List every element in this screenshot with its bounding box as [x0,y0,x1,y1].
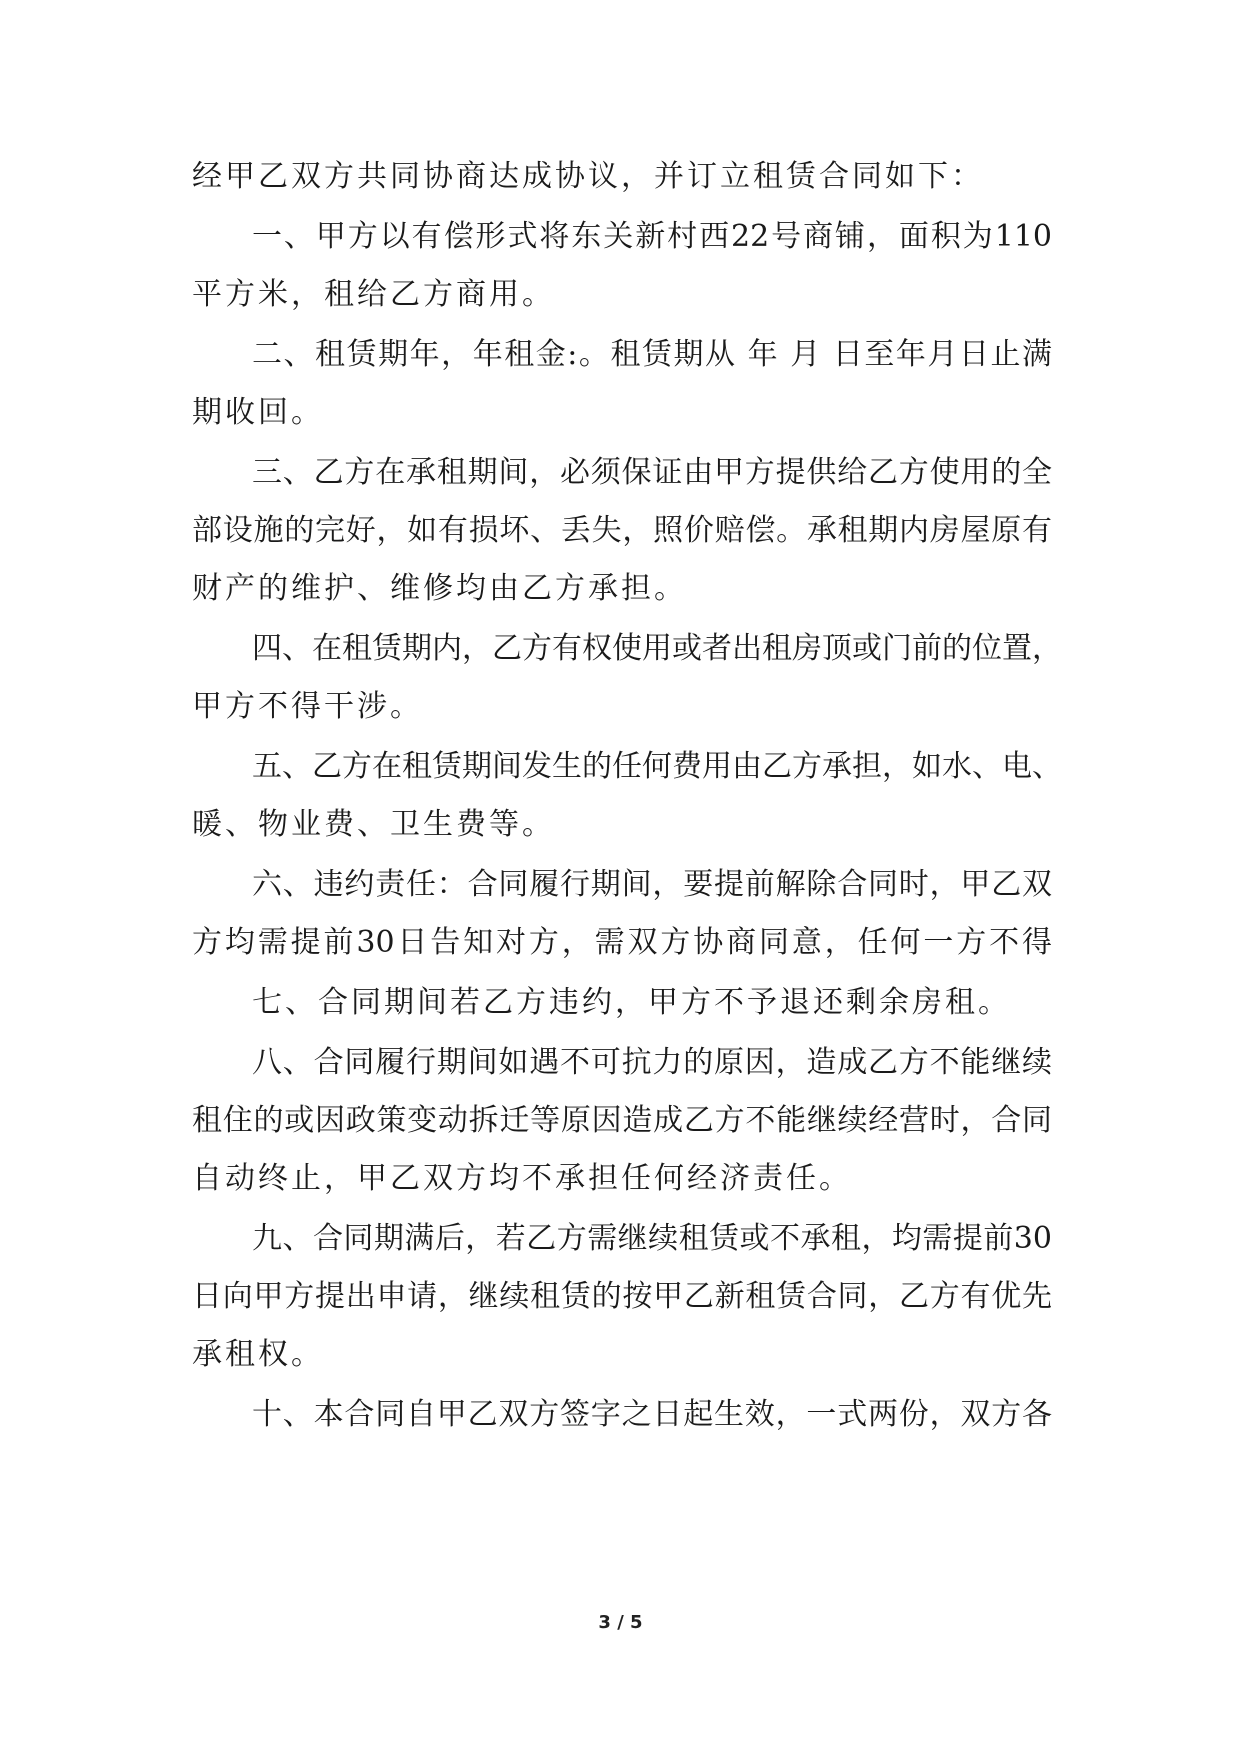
clause-3-line: 财产的维护、维修均由乙方承担。 [192,571,687,606]
clause-3-line: 三、乙方在承租期间，必须保证由甲方提供给乙方使用的全 [252,455,1052,490]
clause-3-line: 部设施的完好，如有损坏、丢失，照价赔偿。承租期内房屋原有 [192,513,1052,548]
page-number: 3 / 5 [598,1612,643,1633]
clause-2-line: 期收回。 [192,395,324,430]
clause-10-line: 十、本合同自甲乙双方签字之日起生效，一式两份，双方各 [252,1397,1052,1432]
clause-5-line: 五、乙方在租赁期间发生的任何费用由乙方承担，如水、电、 [252,749,1062,784]
clause-9-line: 承租权。 [192,1337,324,1372]
clause-4-line: 甲方不得干涉。 [192,689,423,724]
text-line: 经甲乙双方共同协商达成协议，并订立租赁合同如下： [192,159,984,194]
clause-9-line: 日向甲方提出申请，继续租赁的按甲乙新租赁合同，乙方有优先 [192,1279,1052,1314]
clause-6-line: 方均需提前30日告知对方，需双方协商同意，任何一方不得 [192,925,1052,960]
clause-2-line: 二、租赁期年，年租金:。租赁期从 年 月 日至年月日止满 [252,337,1052,372]
clause-6-line: 六、违约责任：合同履行期间，要提前解除合同时，甲乙双 [252,867,1052,902]
clause-1-line: 一、甲方以有偿形式将东关新村西22号商铺，面积为110 [252,219,1052,254]
clause-8-line: 八、合同履行期间如遇不可抗力的原因，造成乙方不能继续 [252,1045,1052,1080]
clause-9-line: 九、合同期满后，若乙方需继续租赁或不承租，均需提前30 [252,1221,1052,1256]
clause-1-line: 平方米，租给乙方商用。 [192,277,555,312]
clause-7-line: 七、合同期间若乙方违约，甲方不予退还剩余房租。 [252,985,1011,1020]
clause-4-line: 四、在租赁期内，乙方有权使用或者出租房顶或门前的位置， [252,631,1062,666]
clause-8-line: 自动终止，甲乙双方均不承担任何经济责任。 [192,1161,852,1196]
clause-5-line: 暖、物业费、卫生费等。 [192,807,555,842]
clause-8-line: 租住的或因政策变动拆迁等原因造成乙方不能继续经营时，合同 [192,1103,1052,1138]
